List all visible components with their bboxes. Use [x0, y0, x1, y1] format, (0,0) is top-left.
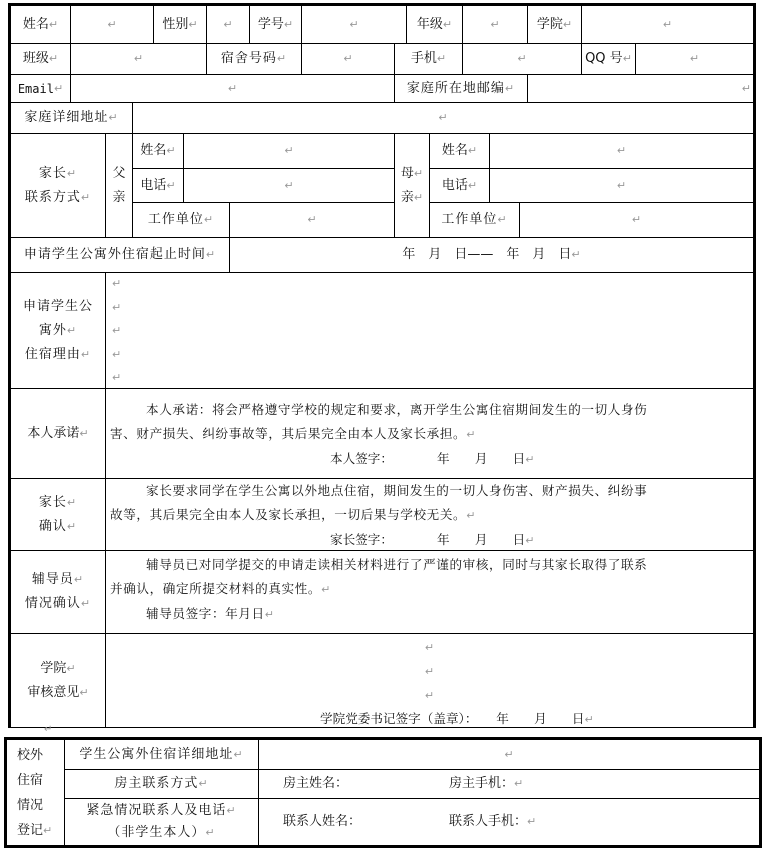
return-icon: ↵	[79, 426, 89, 440]
return-icon: ↵	[205, 826, 216, 839]
label-text: （非学生本人）	[107, 825, 206, 840]
input-landlord-name[interactable]	[283, 770, 443, 798]
input-student-id[interactable]	[302, 6, 406, 43]
label-text: 申请学生公	[22, 298, 93, 314]
label-email	[11, 75, 70, 102]
counselor-line: 辅导员已对同学提交的申请走读相关材料进行了严谨的审核，同时与其家长取得了联系	[146, 557, 648, 572]
return-icon: ↵	[517, 52, 527, 65]
parent-confirm-line	[110, 503, 752, 528]
return-icon: ↵	[497, 213, 508, 226]
return-icon: ↵	[73, 573, 85, 586]
return-icon: ↵	[264, 608, 275, 621]
label-line	[39, 491, 77, 515]
return-icon: ↵	[198, 777, 209, 790]
return-icon: ↵	[66, 519, 78, 533]
pledge-text-line2: 害、财产损失、纠纷事故等，其后果完全由本人及家长承担。	[110, 426, 467, 441]
label-father-work	[133, 203, 229, 237]
label-text: 联系方式	[24, 189, 81, 205]
table-border-right	[759, 737, 762, 848]
label-text: 辅导员	[31, 572, 74, 587]
label-text: 确认	[38, 518, 67, 534]
return-icon: ↵	[424, 689, 435, 702]
return-icon: ↵	[467, 144, 478, 157]
label-home-address	[11, 103, 132, 133]
return-icon: ↵	[662, 17, 673, 31]
return-icon: ↵	[276, 52, 288, 65]
label-text: QQ 号	[585, 51, 623, 66]
label-text: 登记	[17, 822, 44, 838]
return-icon: ↵	[504, 81, 516, 95]
label-father	[106, 134, 132, 237]
blank-line	[106, 659, 753, 683]
return-icon: ↵	[321, 583, 331, 596]
label-text: 本人承诺	[27, 425, 80, 441]
return-icon: ↵	[80, 190, 92, 204]
table-border-bottom	[4, 845, 762, 848]
return-icon: ↵	[284, 144, 294, 157]
signature-line	[106, 707, 753, 731]
return-icon: ↵	[227, 81, 238, 95]
label-student-id	[250, 6, 301, 43]
label-text: 家庭详细地址	[24, 110, 109, 125]
return-icon: ↵	[283, 17, 294, 31]
return-icon: ↵	[107, 17, 117, 31]
return-icon: ↵	[525, 453, 535, 466]
return-icon: ↵	[79, 685, 89, 699]
label-text: 审核意见	[27, 684, 80, 700]
label-class	[11, 44, 70, 74]
label-line	[27, 681, 88, 705]
label-father-name	[133, 134, 183, 168]
return-icon: ↵	[436, 52, 447, 65]
label-qq	[582, 44, 635, 74]
return-icon: ↵	[504, 747, 514, 761]
counselor-text	[110, 553, 752, 627]
label-period	[11, 238, 229, 272]
counselor-line	[110, 577, 752, 602]
label-text: 姓名	[441, 143, 468, 158]
label-text: 父	[112, 165, 126, 181]
return-icon: ↵	[112, 277, 122, 290]
landlord-name-label: 房主姓名：	[283, 776, 349, 791]
label-dorm	[207, 44, 301, 74]
label-text: 住宿理由	[24, 346, 81, 362]
return-icon: ↵	[112, 371, 122, 384]
return-icon: ↵	[438, 111, 448, 124]
label-emergency	[65, 799, 258, 845]
label-father-phone	[133, 169, 183, 202]
return-icon: ↵	[284, 178, 294, 192]
input-grade[interactable]	[463, 6, 527, 43]
input-contact-phone[interactable]	[449, 799, 749, 845]
return-icon: ↵	[133, 52, 144, 65]
label-grade	[407, 6, 462, 43]
return-icon: ↵	[466, 428, 477, 441]
label-mother-work	[430, 203, 519, 237]
label-text: 申请学生公寓外住宿起止时间	[23, 247, 206, 262]
label-text: 母	[400, 165, 414, 181]
signature-line[interactable]	[110, 447, 752, 472]
input-mother-work[interactable]	[520, 203, 753, 237]
label-line	[401, 162, 423, 186]
label-text: 姓名	[140, 143, 167, 158]
input-college[interactable]	[582, 6, 753, 43]
label-line	[39, 515, 77, 539]
return-icon: ↵	[66, 661, 76, 675]
return-icon: ↵	[584, 713, 594, 726]
return-icon: ↵	[413, 166, 424, 180]
return-icon: ↵	[112, 324, 122, 337]
signature-line[interactable]	[110, 528, 752, 553]
input-period[interactable]	[230, 238, 753, 272]
input-class[interactable]	[71, 44, 206, 74]
input-qq[interactable]	[636, 44, 753, 74]
label-line	[25, 343, 91, 367]
return-icon: ↵	[490, 17, 500, 31]
input-dorm[interactable]	[302, 44, 394, 74]
return-icon: ↵	[631, 213, 642, 226]
label-line	[32, 568, 84, 592]
return-icon: ↵	[467, 178, 478, 192]
label-postcode	[395, 75, 527, 102]
pledge-line	[110, 422, 752, 447]
label-mother	[395, 134, 429, 237]
return-icon: ↵	[226, 804, 237, 817]
return-icon: ↵	[616, 178, 627, 192]
counselor-signature: 辅导员签字：年月日	[146, 606, 265, 621]
contact-phone-label: 联系人手机：	[449, 814, 528, 829]
label-text: 亲	[400, 189, 414, 205]
return-icon: ↵	[166, 144, 176, 157]
label-text: 性别	[162, 16, 189, 32]
return-icon: ↵	[571, 248, 581, 261]
college-signature: 学院党委书记签字（盖章）： 年 月 日	[320, 711, 585, 726]
return-icon: ↵	[66, 166, 78, 180]
input-father-work[interactable]	[230, 203, 394, 237]
input-email[interactable]	[71, 75, 394, 102]
signature-line[interactable]	[110, 602, 752, 627]
label-text: 家长	[38, 165, 67, 181]
return-icon: ↵	[48, 52, 59, 65]
label-offcampus	[7, 740, 64, 845]
counselor-text-line2: 并确认，确定所提交材料的真实性。	[110, 581, 322, 596]
label-line	[107, 822, 215, 844]
pledge-line: 本人承诺：将会严格遵守学校的规定和要求，离开学生公寓住宿期间发生的一切人身伤	[146, 402, 648, 417]
label-line	[25, 592, 91, 616]
input-reason[interactable]	[112, 272, 752, 388]
input-father-phone[interactable]	[184, 169, 394, 202]
return-icon: ↵	[205, 248, 217, 261]
return-icon: ↵	[307, 213, 317, 226]
return-icon: ↵	[741, 81, 751, 95]
return-icon: ↵	[112, 300, 122, 314]
return-icon: ↵	[223, 17, 233, 31]
label-college-review	[11, 634, 105, 727]
return-icon: ↵	[112, 347, 122, 361]
return-icon: ↵	[343, 52, 353, 65]
label-text: 学号	[257, 16, 284, 32]
label-text: 宿舍号码	[220, 51, 277, 66]
return-icon: ↵	[514, 777, 524, 790]
label-parents-contact	[11, 134, 105, 237]
return-icon: ↵	[233, 747, 244, 761]
input-postcode[interactable]	[528, 75, 753, 102]
return-icon: ↵	[616, 144, 627, 157]
return-icon: ↵	[689, 52, 700, 65]
return-icon: ↵	[188, 17, 198, 31]
period-value: 年 月 日—— 年 月 日	[402, 247, 572, 262]
label-text: 年级	[416, 16, 443, 32]
return-icon: ↵	[203, 213, 215, 226]
pledge-signature: 本人签字： 年 月 日	[330, 451, 526, 466]
pledge-text	[110, 398, 752, 472]
label-line	[39, 319, 77, 343]
input-mobile[interactable]	[463, 44, 581, 74]
label-college	[528, 6, 581, 43]
label-text: 姓名	[22, 16, 49, 32]
input-offcampus-address[interactable]	[259, 740, 759, 769]
label-mobile	[395, 44, 462, 74]
return-icon: ↵	[622, 52, 632, 65]
return-icon: ↵	[527, 815, 537, 828]
input-contact-name[interactable]	[283, 799, 443, 845]
label-name	[11, 6, 70, 43]
label-line	[25, 186, 91, 210]
return-icon: ↵	[66, 323, 78, 337]
return-icon: ↵	[424, 665, 435, 678]
label-text: 工作单位	[147, 212, 204, 227]
label-landlord	[65, 770, 258, 798]
label-counselor	[11, 551, 105, 633]
input-mother-phone[interactable]	[490, 169, 753, 202]
label-text: 家庭所在地邮编	[406, 80, 505, 96]
input-name[interactable]	[71, 6, 153, 43]
label-gender	[154, 6, 206, 43]
parent-signature: 家长签字： 年 月 日	[330, 532, 526, 547]
label-pledge	[11, 389, 105, 478]
label-text: 班级	[22, 51, 49, 66]
return-icon: ↵	[562, 17, 573, 31]
return-icon: ↵	[424, 641, 435, 654]
return-icon: ↵	[44, 724, 53, 735]
return-icon: ↵	[48, 17, 59, 31]
label-text: 亲	[112, 189, 126, 205]
label-text: 学院	[40, 660, 67, 676]
parent-confirm-text-line2: 故等，其后果完全由本人及家长承担，一切后果与学校无关。	[110, 507, 467, 522]
label-text: 情况确认	[24, 596, 81, 611]
parent-confirm-text	[110, 479, 752, 553]
landlord-phone-label: 房主手机：	[449, 776, 515, 791]
return-icon: ↵	[80, 347, 92, 361]
input-landlord-phone[interactable]	[449, 770, 749, 798]
label-text: 电话	[140, 177, 167, 193]
return-icon: ↵	[66, 495, 78, 509]
label-parent-confirm	[11, 479, 105, 550]
input-gender[interactable]	[207, 6, 249, 43]
return-icon: ↵	[413, 190, 424, 204]
label-mother-name	[430, 134, 489, 168]
label-line	[40, 657, 75, 681]
label-offcampus-address	[65, 740, 258, 769]
return-icon: ↵	[442, 17, 453, 31]
input-father-name[interactable]	[184, 134, 394, 168]
contact-name-label: 联系人姓名：	[283, 814, 362, 829]
label-text: 住宿	[17, 772, 44, 788]
label-text: 寓外	[38, 322, 67, 338]
return-icon: ↵	[43, 823, 53, 837]
college-review-text[interactable]	[106, 635, 753, 731]
return-icon: ↵	[349, 17, 359, 31]
label-line	[86, 800, 236, 822]
table-border-right	[753, 3, 756, 728]
parent-confirm-line: 家长要求同学在学生公寓以外地点住宿，期间发生的一切人身伤害、财产损失、纠纷事	[146, 483, 648, 498]
return-icon: ↵	[53, 81, 64, 95]
label-text: Email	[17, 81, 54, 96]
input-home-address[interactable]	[133, 103, 753, 133]
label-text: 家长	[38, 494, 67, 510]
label-line	[17, 818, 52, 843]
label-text: 情况	[17, 797, 44, 813]
return-icon: ↵	[466, 509, 477, 522]
label-reason	[11, 273, 105, 388]
return-icon: ↵	[525, 534, 535, 547]
label-text: 学生公寓外住宿详细地址	[79, 746, 234, 762]
label-text: 校外	[17, 747, 44, 763]
return-icon: ↵	[166, 178, 176, 192]
input-mother-name[interactable]	[490, 134, 753, 168]
label-text: 工作单位	[441, 212, 498, 227]
label-mother-phone	[430, 169, 489, 202]
return-icon: ↵	[108, 111, 119, 124]
label-text: 电话	[441, 177, 468, 193]
label-text: 房主联系方式	[114, 776, 199, 791]
row-divider	[8, 633, 756, 634]
return-icon: ↵	[80, 597, 92, 610]
label-line	[39, 162, 77, 186]
label-line	[401, 186, 423, 210]
label-text: 手机	[410, 51, 437, 66]
label-text: 紧急情况联系人及电话	[86, 803, 227, 818]
label-text: 学院	[536, 16, 563, 32]
blank-line	[106, 683, 753, 707]
blank-line	[106, 635, 753, 659]
